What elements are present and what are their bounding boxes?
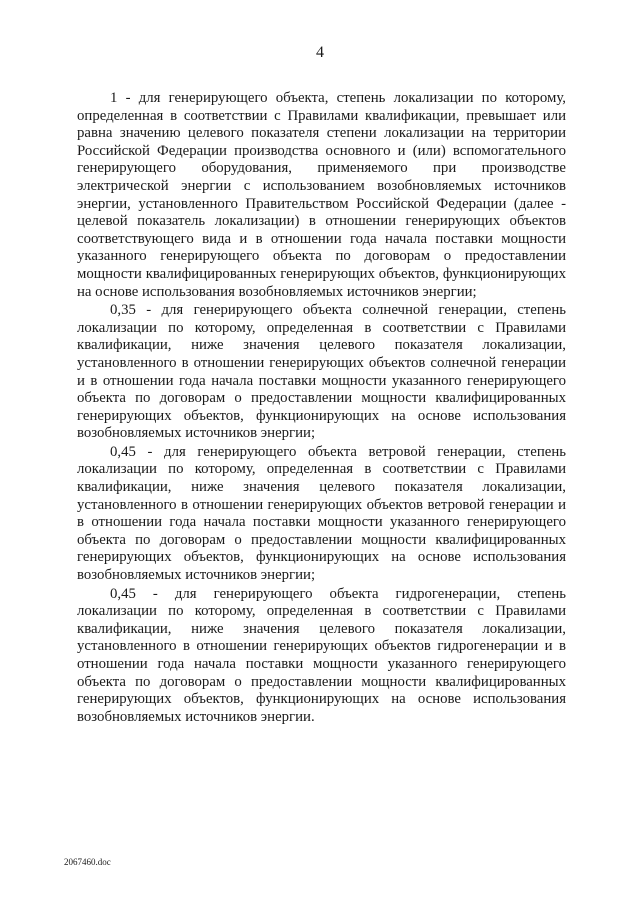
footer-document-id: 2067460.doc: [64, 857, 111, 867]
paragraph-coefficient-wind: 0,45 - для генерирующего объекта ветровой генерации, степень локализации по которому, определенная в соответствии с Правилами квалификации, ниже значения целевого показателя локализации, установленного в отношении генерирующих объектов ветровой генерации и в отношении года начала поставки мощности указанного генерирующего объекта по договорам о предоставлении мощности квалифицированных генерирующих объектов, функционирующих на основе использования возобновляемых источников энергии;: [77, 443, 566, 584]
page-number: 4: [316, 44, 324, 61]
paragraph-coefficient-solar: 0,35 - для генерирующего объекта солнечной генерации, степень локализации по которому, определенная в соответствии с Правилами квалификации, ниже значения целевого показателя локализации, установленного в отношении генерирующих объектов солнечной генерации и в отношении года начала поставки мощности указанного генерирующего объекта по договорам о предоставлении мощности квалифицированных генерирующих объектов, функционирующих на основе использования возобновляемых источников энергии;: [77, 302, 566, 442]
document-body: [77, 90, 566, 727]
paragraph-coefficient-1: 1 - для генерирующего объекта, степень локализации по которому, определенная в соответствии с Правилами квалификации, превышает или равна значению целевого показателя степени локализации на территории Российской Федерации производства основного и (или) вспомогательного генерирующего оборудования, применяемого при производстве электрической энергии с использованием возобновляемых источников энергии, установленного Правительством Российской Федерации (далее - целевой показатель локализации) в отношении генерирующих объектов соответствующего вида и в отношении года начала поставки мощности указанного генерирующего объекта по договорам о предоставлении мощности квалифицированных генерирующих объектов, функционирующих на основе использования возобновляемых источников энергии;: [77, 90, 566, 300]
paragraph-coefficient-hydro: 0,45 - для генерирующего объекта гидрогенерации, степень локализации по которому, определенная в соответствии с Правилами квалификации, ниже значения целевого показателя локализации, установленного в отношении генерирующих объектов гидрогенерации и в отношении года начала поставки мощности указанного генерирующего объекта по договорам о предоставлении мощности квалифицированных генерирующих объектов, функционирующих на основе использования возобновляемых источников энергии.: [77, 585, 566, 725]
